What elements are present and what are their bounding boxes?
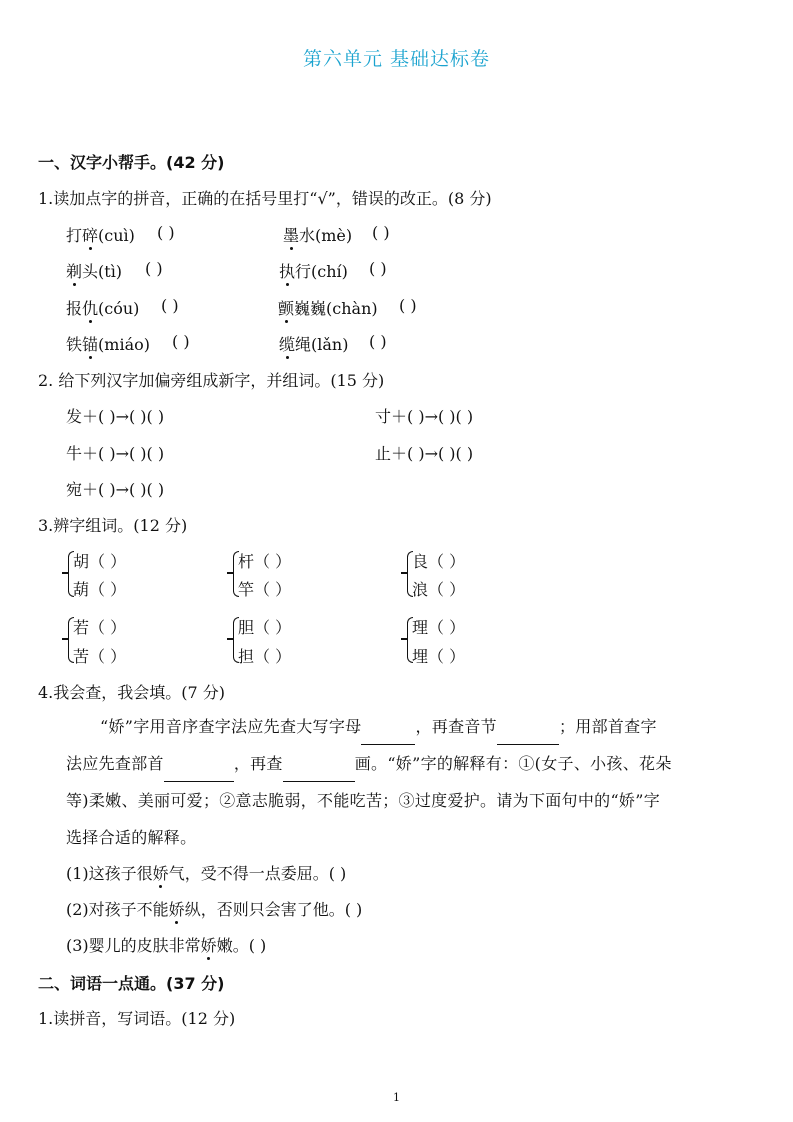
word-group-item[interactable]: 若（ ）: [73, 618, 127, 637]
page-number: 1: [393, 1091, 400, 1104]
dotted-char: 墨: [283, 226, 300, 245]
question-2-prompt: 2. 给下列汉字加偏旁组成新字，并组词。(15 分): [38, 371, 385, 390]
answer-paren[interactable]: ( ): [369, 332, 387, 351]
section-heading-1: 一、汉字小帮手。(42 分): [38, 153, 225, 172]
dotted-char: 碎: [82, 226, 99, 245]
pinyin-item: 打碎(cuì): [66, 226, 135, 245]
pinyin-item: 剃头(tì): [66, 262, 123, 281]
dotted-char: 娇: [200, 936, 217, 955]
word-group-item[interactable]: 担（ ）: [238, 647, 292, 666]
word-group-item[interactable]: 浪（ ）: [412, 580, 466, 599]
word-group-item[interactable]: 胆（ ）: [238, 618, 292, 637]
question-4-prompt: 4.我会查，我会填。(7 分): [38, 683, 226, 702]
radical-item[interactable]: 牛＋( )→( )( ): [66, 444, 165, 463]
word-group-item[interactable]: 良（ ）: [412, 552, 466, 571]
pinyin-item: 墨水(mè): [283, 226, 353, 245]
dotted-char: 执: [279, 262, 296, 281]
radical-item[interactable]: 寸＋( )→( )( ): [375, 407, 474, 426]
question-4-paragraph: “娇”字用音序查字法应先查大写字母 ，再查音节 ；用部首查字 法应先查部首 ，再查 画。“娇”字的解释有：①(女子、小孩、花朵 等)柔嫩、美丽可爱；②意志脆弱，不能吃苦；③过度爱护。请为下面句中的“娇”字 选择合适的解释。: [66, 717, 672, 847]
fill-blank[interactable]: [164, 763, 234, 782]
answer-paren[interactable]: ( ): [399, 296, 417, 315]
answer-paren[interactable]: ( ): [161, 296, 179, 315]
pinyin-item: 铁锚(miáo): [66, 335, 150, 354]
question-3-prompt: 3.辨字组词。(12 分): [38, 516, 188, 535]
word-group-item[interactable]: 埋（ ）: [412, 647, 466, 666]
radical-item[interactable]: 发＋( )→( )( ): [66, 407, 165, 426]
page-title: 第六单元 基础达标卷: [302, 48, 491, 70]
dotted-char: 颤: [278, 299, 295, 318]
answer-paren[interactable]: ( ): [369, 259, 387, 278]
answer-paren[interactable]: ( ): [372, 223, 390, 242]
pinyin-item: 颤巍巍(chàn): [278, 299, 378, 318]
word-group-item[interactable]: 苦（ ）: [73, 647, 127, 666]
dotted-char: 锚: [82, 335, 99, 354]
radical-item[interactable]: 宛＋( )→( )( ): [66, 480, 165, 499]
fill-blank[interactable]: [497, 726, 559, 745]
dotted-char: 娇: [168, 900, 185, 919]
answer-paren[interactable]: ( ): [145, 259, 163, 278]
dotted-char: 剃: [66, 262, 83, 281]
question-1-prompt: 1.读加点字的拼音，正确的在括号里打“√”，错误的改正。(8 分): [38, 189, 492, 208]
sentence-item: (3)婴儿的皮肤非常娇嫩。( ): [66, 936, 267, 955]
pinyin-item: 执行(chí): [279, 262, 348, 281]
answer-paren[interactable]: ( ): [172, 332, 190, 351]
radical-item[interactable]: 止＋( )→( )( ): [375, 444, 474, 463]
dotted-char: 仇: [82, 299, 99, 318]
dotted-char: 缆: [279, 335, 296, 354]
word-group-item[interactable]: 理（ ）: [412, 618, 466, 637]
dotted-char: 娇: [152, 864, 169, 883]
fill-blank[interactable]: [361, 726, 415, 745]
sentence-item: (1)这孩子很娇气，受不得一点委屈。( ): [66, 864, 347, 883]
word-group-item[interactable]: 葫（ ）: [73, 580, 127, 599]
word-group-item[interactable]: 杆（ ）: [238, 552, 292, 571]
fill-blank[interactable]: [283, 763, 355, 782]
pinyin-item: 缆绳(lǎn): [279, 335, 349, 354]
question-5-prompt: 1.读拼音，写词语。(12 分): [38, 1009, 236, 1028]
section-heading-2: 二、词语一点通。(37 分): [38, 974, 225, 993]
sentence-item: (2)对孩子不能娇纵，否则只会害了他。( ): [66, 900, 363, 919]
word-group-item[interactable]: 胡（ ）: [73, 552, 127, 571]
word-group-item[interactable]: 竿（ ）: [238, 580, 292, 599]
answer-paren[interactable]: ( ): [157, 223, 175, 242]
pinyin-item: 报仇(cóu): [66, 299, 140, 318]
